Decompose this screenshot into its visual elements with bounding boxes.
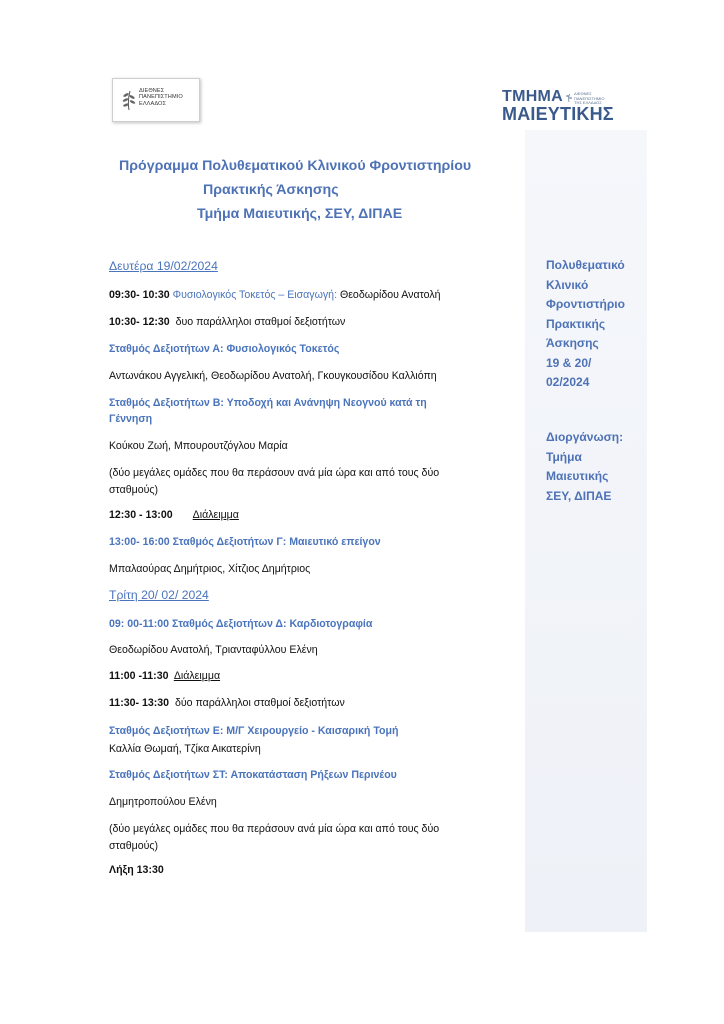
sidebar-line: Πολυθεματικό — [546, 258, 625, 272]
note-line: (δύο μεγάλες ομάδες που θα περάσουν ανά μία ώρα και από τους δύο — [109, 823, 440, 835]
session-2-text: δυο παράλληλοι σταθμοί δεξιοτήτων — [175, 316, 346, 328]
sidebar-line: Άσκησης — [546, 336, 599, 350]
groups-note-1 — [109, 465, 505, 499]
logo-line: ΤΗΣ ΕΛΛΑΔΟΣ — [574, 100, 602, 106]
station-st-title: Σταθμός Δεξιοτήτων ΣΤ: Αποκατάσταση Ρήξεων Περινέου — [109, 769, 397, 781]
station-a-title: Σταθμός Δεξιοτήτων Α: Φυσιολογικός Τοκετός — [109, 343, 340, 355]
sidebar-line: 19 & 20/ — [546, 355, 592, 370]
session-3-text: δύο παράλληλοι σταθμοί δεξιοτήτων — [174, 697, 345, 709]
logo-line: ΔΙΕΘΝΕΣ — [139, 88, 165, 94]
end-time: Λήξη 13:30 — [109, 864, 164, 876]
logo-line: ΠΑΝΕΠΙΣΤΗΜΙΟ — [139, 94, 183, 101]
session-2-time: 10:30- 12:30 — [109, 316, 170, 328]
break-2 — [109, 670, 220, 683]
note-line: σταθμούς) — [109, 840, 159, 852]
break-2-label: Διάλειμμα — [173, 670, 221, 682]
station-d-title: 09: 00-11:00 Σταθμός Δεξιοτήτων Δ: Καρδιοτογραφία — [109, 618, 373, 630]
sidebar-line: Διοργάνωση: — [546, 430, 624, 444]
olive-branch-icon — [565, 93, 573, 103]
station-b-title-line2: Γέννηση — [109, 413, 153, 425]
session-3 — [109, 697, 345, 710]
station-b-people: Κούκου Ζωή, Μπουρουτζόγλου Μαρία — [109, 440, 288, 452]
note-line: (δύο μεγάλες ομάδες που θα περάσουν ανά μία ώρα και από τους δύο — [109, 467, 440, 479]
sidebar-line: ΣΕΥ, ΔΙΠΑΕ — [546, 488, 612, 503]
session-3-time: 11:30- 13:30 — [109, 697, 170, 709]
session-1-person: Θεοδωρίδου Ανατολή — [339, 289, 441, 301]
break-2-time: 11:00 -11:30 — [109, 670, 169, 682]
session-1 — [109, 289, 441, 302]
break-1-label: Διάλειμμα — [192, 509, 239, 521]
station-c-title: 13:00- 16:00 Σταθμός Δεξιοτήτων Γ: Μαιευτικό επείγον — [109, 536, 381, 548]
station-e-title: Σταθμός Δεξιοτήτων Ε: Μ/Γ Χειρουργείο - Καισαρική Τομή — [109, 725, 399, 737]
session-2 — [109, 316, 345, 329]
department-logo — [502, 88, 620, 128]
groups-note-2 — [109, 821, 505, 855]
sidebar-event-info — [546, 256, 625, 393]
station-a-people: Αντωνάκου Αγγελική, Θεοδωρίδου Ανατολή, Γκουγκουσίδου Καλλιόπη — [109, 370, 437, 382]
page-title-line3: Τμήμα Μαιευτικής, ΣΕΥ, ΔΙΠΑΕ — [197, 206, 403, 222]
department-logo-line2: ΜΑΙΕΥΤΙΚΗΣ — [502, 104, 614, 124]
sidebar-panel — [525, 130, 647, 932]
sidebar-organizer — [546, 428, 623, 506]
session-1-time: 09:30- 10:30 — [109, 289, 170, 301]
sidebar-line: Κλινικό — [546, 277, 589, 292]
logo-line: ΔΙΕΘΝΕΣ — [574, 91, 592, 96]
station-e-people: Καλλία Θωμαή, Τζίκα Αικατερίνη — [109, 743, 261, 755]
note-line: σταθμούς) — [109, 484, 159, 496]
sidebar-line: Τμήμα — [546, 449, 582, 464]
logo-line: ΠΑΝΕΠΙΣΤΗΜΙΟ — [574, 95, 605, 101]
university-logo — [112, 78, 200, 122]
university-logo-text — [139, 88, 183, 107]
sidebar-line: 02/2024 — [546, 375, 590, 389]
sidebar-line: Μαιευτικής — [546, 469, 609, 483]
station-b-title-line1: Σταθμός Δεξιοτήτων Β: Υποδοχή και Ανάνηψη Νεογνού κατά τη — [109, 397, 427, 409]
station-d-people: Θεοδωρίδου Ανατολή, Τριανταφύλλου Ελένη — [109, 644, 318, 656]
sidebar-line: Φροντιστήριο — [546, 297, 625, 311]
logo-line: ΕΛΛΑΔΟΣ — [139, 100, 167, 107]
sidebar-line: Πρακτικής — [546, 316, 606, 331]
page-title-line1: Πρόγραμμα Πολυθεματικού Κλινικού Φροντιστηρίου — [119, 158, 472, 174]
session-1-topic: Φυσιολογικός Τοκετός – Εισαγωγή: — [172, 289, 338, 301]
break-1 — [109, 509, 239, 522]
station-c-people: Μπαλαούρας Δημήτριος, Χίτζιος Δημήτριος — [109, 563, 311, 575]
page-title-line2: Πρακτικής Άσκησης — [203, 182, 339, 198]
olive-branch-icon — [119, 88, 139, 112]
day1-heading: Δευτέρα 19/02/2024 — [109, 259, 218, 273]
station-st-people: Δημητροπούλου Ελένη — [109, 796, 217, 808]
day2-heading: Τρίτη 20/ 02/ 2024 — [109, 588, 209, 602]
department-logo-mini-text — [574, 92, 624, 106]
break-1-time: 12:30 - 13:00 — [109, 509, 173, 521]
department-logo-line1: ΤΜΗΜΑ — [502, 88, 564, 105]
